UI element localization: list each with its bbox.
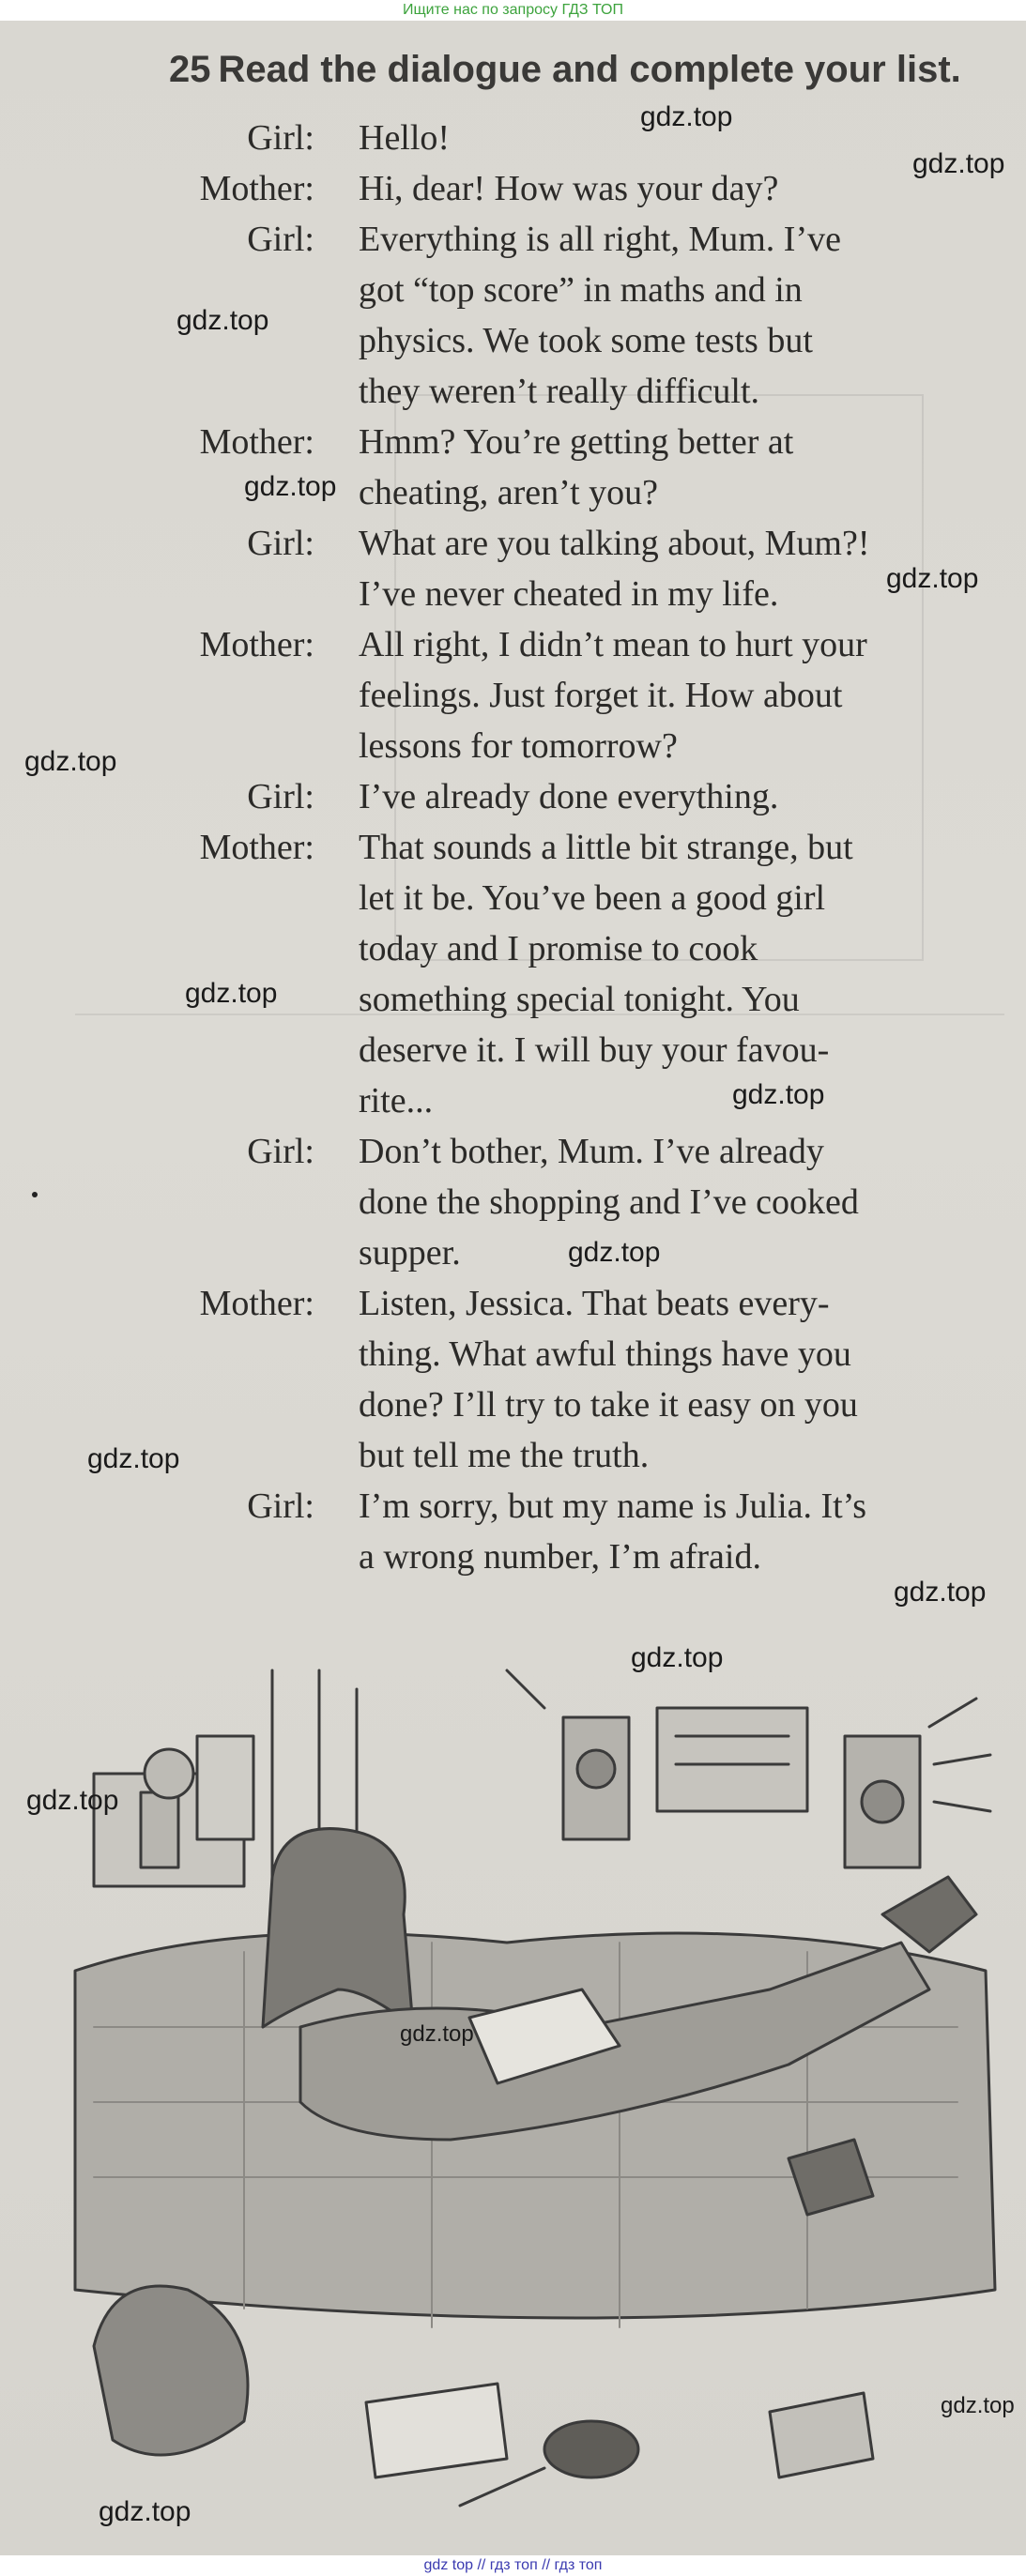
speaker-label: Mother: [199,1284,314,1323]
watermark[interactable]: gdz.top [640,101,733,132]
speech-row: Hi, dear! How was your day? [359,169,779,208]
speech-row: feelings. Just forget it. How about [359,676,843,715]
speaker-label: Mother: [199,169,314,208]
watermark[interactable]: gdz.top [176,305,269,336]
stereo-unit [657,1708,807,1811]
watermark[interactable]: gdz.top [99,2496,191,2527]
backpack [94,2286,248,2455]
speech-row: they weren’t really difficult. [359,372,759,411]
speech-row: today and I promise to cook [359,929,758,968]
watermark[interactable]: gdz.top [185,978,278,1009]
watermark[interactable]: gdz.top [886,563,979,594]
speech-row: Everything is all right, Mum. I’ve [359,220,841,259]
speech-row: Listen, Jessica. That beats every- [359,1284,830,1323]
speech-row: let it be. You’ve been a good girl [359,878,826,918]
speech-row: All right, I didn’t mean to hurt your [359,625,867,664]
speech-row: supper. [359,1233,461,1273]
sock-right [882,1877,976,1952]
watermark[interactable]: gdz.top [87,1443,180,1474]
speech-row: physics. We took some tests but [359,321,813,360]
watermark[interactable]: gdz.top [24,746,117,777]
watermark[interactable]: gdz.top [400,2021,474,2047]
speech-row: I’ve already done everything. [359,777,779,816]
speaker-label: Girl: [247,777,314,816]
speech-row: lessons for tomorrow? [359,726,678,766]
shoe [544,2421,638,2477]
speaker-label: Girl: [247,1486,314,1526]
plant-pot [141,1792,178,1867]
speech-row: but tell me the truth. [359,1436,650,1475]
speech-row: done? I’ll try to take it easy on you [359,1385,858,1425]
speech-row: something special tonight. You [359,980,800,1019]
watermark[interactable]: gdz.top [941,2393,1015,2418]
speech-row: done the shopping and I’ve cooked [359,1182,859,1222]
speaker-label: Girl: [247,1132,314,1171]
watermark[interactable]: gdz.top [912,148,1005,179]
speaker-label: Mother: [199,422,314,462]
page-mark [32,1192,38,1197]
speech-row: thing. What awful things have you [359,1334,851,1374]
speaker-label: Girl: [247,118,314,158]
speech-text [359,1481,1006,1582]
bottom-banner[interactable]: gdz top // гдз топ // гдз топ [0,2555,1026,2576]
speech-row: What are you talking about, Mum?! [359,524,870,563]
speech-text [359,1126,1006,1278]
watermark[interactable]: gdz.top [894,1577,987,1608]
watermark[interactable]: gdz.top [732,1079,825,1110]
speaker-label: Girl: [247,524,314,563]
speech-text [359,1278,1006,1481]
speech-row: cheating, aren’t you? [359,473,658,512]
speech-row: Don’t bother, Mum. I’ve already [359,1132,824,1171]
speech-text [359,163,1006,214]
speech-row: I’ve never cheated in my life. [359,574,779,614]
speech-row: That sounds a little bit strange, but [359,828,853,867]
speech-row: a wrong number, I’m afraid. [359,1537,761,1577]
speech-row: Hello! [359,118,451,158]
speech-row: I’m sorry, but my name is Julia. It’s [359,1486,867,1526]
speaker-label: Mother: [199,625,314,664]
speech-text [359,771,1006,822]
speech-text [359,417,1006,518]
exercise-number: 25 [169,49,211,90]
speech-text [359,619,1006,771]
speech-row: rite... [359,1081,434,1120]
watermark[interactable]: gdz.top [26,1785,119,1816]
speech-text [359,214,1006,417]
closed-book [770,2393,873,2477]
speaker-label: Girl: [247,220,314,259]
exercise-heading [169,49,961,91]
watermark[interactable]: gdz.top [631,1642,724,1673]
open-book [366,2384,507,2477]
books [197,1736,253,1839]
speech-row: got “top score” in maths and in [359,270,803,310]
exercise-title: Read the dialogue and complete your list. [218,49,961,90]
speech-text [359,822,1006,1126]
illustration-girl-on-sofa [56,1633,1004,2543]
speech-row: Hmm? You’re getting better at [359,422,794,462]
speech-row: deserve it. I will buy your favou- [359,1030,830,1070]
top-banner[interactable]: Ищите нас по запросу ГДЗ ТОП [0,0,1026,21]
pencil [460,2468,544,2506]
watermark[interactable]: gdz.top [244,471,337,502]
cactus [145,1749,193,1798]
speaker-label: Mother: [199,828,314,867]
watermark[interactable]: gdz.top [568,1237,661,1268]
